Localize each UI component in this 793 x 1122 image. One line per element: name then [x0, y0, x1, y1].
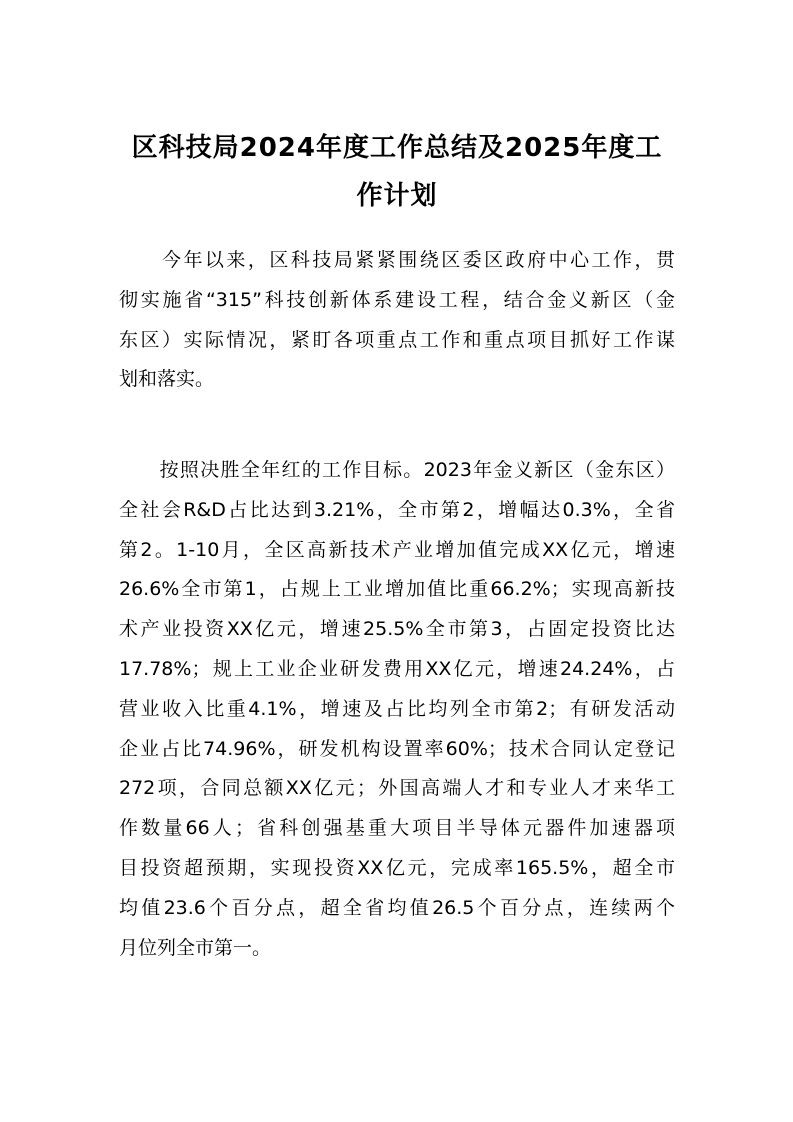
paragraph-line: 营业收入比重4.1%，增速及占比均列全市第2；有研发活动 — [119, 697, 675, 720]
paragraph-line: 全社会R&D占比达到3.21%，全市第2，增幅达0.3%，全省 — [119, 498, 675, 521]
paragraph-line: 按照决胜全年红的工作目标。2023年金义新区（金东区） — [119, 459, 675, 481]
paragraph-line: 目投资超预期，实现投资XX亿元，完成率165.5%，超全市 — [119, 856, 675, 879]
paragraph-intro — [119, 241, 675, 400]
paragraph-achievements — [119, 451, 675, 968]
paragraph-line: 月位列全市第一。 — [119, 936, 272, 959]
paragraph-line: 26.6%全市第1，占规上工业增加值比重66.2%；实现高新技 — [119, 578, 675, 601]
paragraph-line: 均值23.6个百分点，超全省均值26.5个百分点，连续两个 — [119, 896, 675, 919]
paragraph-line: 企业占比74.96%，研发机构设置率60%；技术合同认定登记 — [119, 737, 675, 760]
paragraph-line: 272项，合同总额XX亿元；外国高端人才和专业人才来华工 — [119, 777, 675, 800]
title-line-1: 区科技局2024年度工作总结及2025年度工 — [131, 133, 663, 163]
paragraph-line: 划和落实。 — [119, 368, 215, 391]
document-title — [110, 124, 684, 220]
title-line-2: 作计划 — [356, 181, 438, 211]
paragraph-line: 作数量66人；省科创强基重大项目半导体元器件加速器项 — [119, 817, 675, 840]
paragraph-line: 术产业投资XX亿元，增速25.5%全市第3，占固定投资比达 — [119, 618, 675, 641]
paragraph-line: 东区）实际情况，紧盯各项重点工作和重点项目抓好工作谋 — [119, 328, 675, 351]
paragraph-line: 彻实施省“315”科技创新体系建设工程，结合金义新区（金 — [119, 288, 675, 311]
paragraph-line: 今年以来，区科技局紧紧围绕区委区政府中心工作，贯 — [119, 249, 675, 271]
paragraph-line: 17.78%；规上工业企业研发费用XX亿元，增速24.24%，占 — [119, 657, 675, 680]
paragraph-line: 第2。1-10月，全区高新技术产业增加值完成XX亿元，增速 — [119, 538, 675, 561]
